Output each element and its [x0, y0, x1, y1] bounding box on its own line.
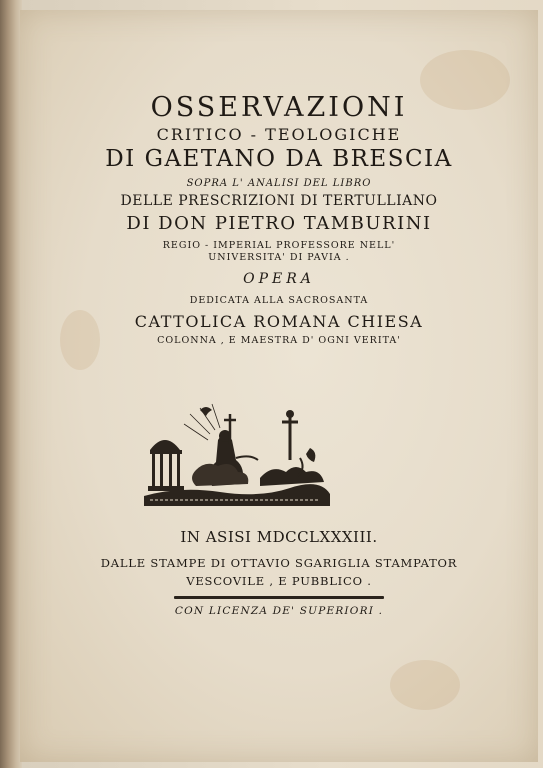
sopra-line: SOPRA L' ANALISI DEL LIBRO: [186, 178, 372, 189]
colonna-line: COLONNA , E MAESTRA D' OGNI VERITA': [157, 335, 401, 346]
printer-line-2: VESCOVILE , E PUBBLICO .: [186, 574, 372, 588]
cattolica-line: CATTOLICA ROMANA CHIESA: [134, 312, 424, 331]
place-date-line: IN ASISI MDCCLXXXIII.: [180, 528, 378, 546]
tamburini-line: DI DON PIETRO TAMBURINI: [126, 213, 432, 234]
printer-line-1: DALLE STAMPE DI OTTAVIO SGARIGLIA STAMPATOR: [100, 556, 458, 570]
prescrizioni-line: DELLE PRESCRIZIONI DI TERTULLIANO: [120, 193, 438, 209]
subtitle: CRITICO - TEOLOGICHE: [156, 125, 402, 144]
universita-line: UNIVERSITA' DI PAVIA .: [208, 252, 350, 263]
page-title: OSSERVAZIONI: [150, 92, 408, 123]
opera-line: OPERA: [243, 271, 315, 287]
author-line: DI GAETANO DA BRESCIA: [105, 146, 453, 172]
paper-stain: [390, 660, 460, 710]
dedicata-line: DEDICATA ALLA SACROSANTA: [189, 295, 369, 306]
horizontal-rule: [174, 596, 384, 599]
book-spine-edge: [0, 0, 22, 768]
regio-line: REGIO - IMPERIAL PROFESSORE NELL': [162, 240, 396, 251]
title-block: [20, 80, 538, 346]
license-line: CON LICENZA DE' SUPERIORI .: [174, 605, 384, 617]
imprint-block: [20, 528, 538, 617]
allegorical-woodcut-vignette-icon: [140, 400, 332, 510]
